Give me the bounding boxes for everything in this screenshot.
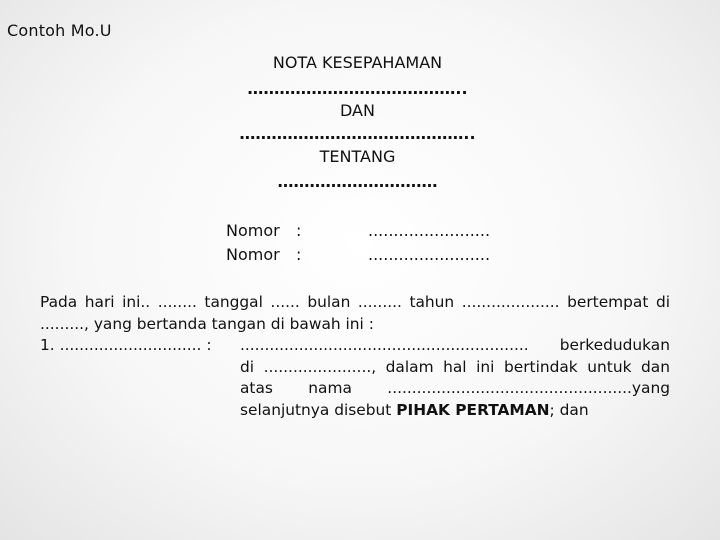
item-block	[240, 335, 670, 421]
item-line-4	[240, 400, 670, 422]
body-paragraph	[40, 292, 670, 422]
nomor-label-1: Nomor	[226, 221, 280, 240]
item-line-4-prefix: selanjutnya disebut	[240, 400, 397, 419]
subject-placeholder: …………………………	[277, 172, 438, 191]
document-title: NOTA KESEPAHAMAN	[272, 53, 443, 72]
item-line-4-suffix: ; dan	[549, 400, 589, 419]
party2-placeholder: ……………………………………..	[239, 124, 476, 143]
nomor-value-1: ........................	[368, 221, 491, 240]
nomor-colon-1: :	[296, 221, 302, 240]
item-line-2: di ......................, dalam hal ini bertindak untuk dan	[240, 357, 670, 376]
dan-heading: DAN	[340, 101, 375, 120]
item-line-3: atas nama ..................................................yang	[240, 379, 670, 397]
item-line-1: ........................................................... berkedudukan	[240, 336, 670, 354]
nomor-label-2: Nomor	[226, 245, 280, 264]
paragraph-line-1: Pada hari ini.. ........ tanggal ...... bulan ......... tahun .................... bertempat di	[40, 293, 670, 311]
item-number: 1. ............................. :	[40, 336, 212, 354]
pihak-pertaman-term: PIHAK PERTAMAN	[396, 400, 550, 419]
party1-placeholder: …………………………………..	[247, 79, 468, 98]
party-list-item	[40, 335, 670, 421]
slide-label: Contoh Mo.U	[7, 21, 112, 40]
nomor-value-2: ........................	[368, 245, 491, 264]
paragraph-line-2: ........., yang bertanda tangan di bawah ini :	[40, 314, 374, 333]
tentang-heading: TENTANG	[319, 147, 396, 166]
nomor-colon-2: :	[296, 245, 302, 264]
